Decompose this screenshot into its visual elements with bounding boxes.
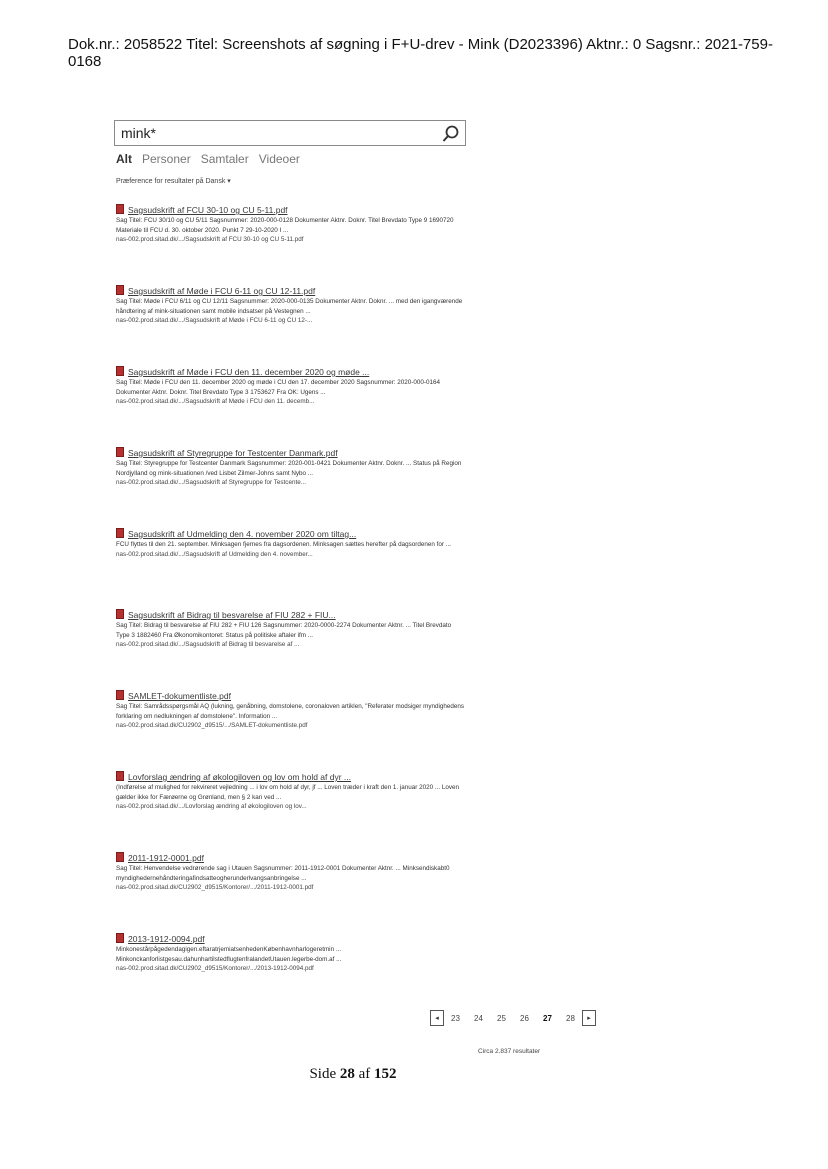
tab-personer[interactable]: Personer	[142, 152, 191, 166]
search-results	[116, 204, 466, 1014]
pdf-icon	[116, 690, 124, 700]
result-title-text[interactable]: SAMLET-dokumentliste.pdf	[128, 691, 231, 701]
search-result	[116, 690, 466, 771]
search-result	[116, 528, 466, 609]
result-url: nas-002.prod.sitad.dk/.../Sagsudskrift af Møde i FCU 6-11 og CU 12-...	[116, 317, 313, 324]
result-snippet: Sag Titel: Møde i FCU den 11. december 2020 og møde i CU den 17. december 2020 Sagsnummer: 2020-000-0164 Dokumenter Aktnr. Doknr. Titel Brevdato Type 3 1753627 Fra OK: Ugens ...	[116, 379, 441, 396]
prev-page-button[interactable]: ◂	[430, 1010, 444, 1026]
result-title-link[interactable]	[116, 366, 466, 378]
page-link-26[interactable]: 26	[520, 1013, 529, 1023]
next-page-button[interactable]: ▸	[582, 1010, 596, 1026]
result-snippet: FCU flyttes til den 21. september. Minksagen fjernes fra dagsordenen. Minksagen sættes herefter på dagsordenen for ...	[116, 541, 451, 548]
result-title-link[interactable]	[116, 609, 466, 621]
result-title-text[interactable]: Lovforslag ændring af økologiloven og lov om hold af dyr ...	[128, 772, 352, 782]
search-icon[interactable]	[441, 124, 461, 144]
result-url: nas-002.prod.sitad.dk/.../Lovforslag ændring af økologiloven og lov...	[116, 803, 307, 810]
footer-prefix: Side	[309, 1066, 340, 1082]
search-result	[116, 366, 466, 447]
result-url: nas-002.prod.sitad.dk/.../Sagsudskrift af FCU 30-10 og CU 5-11.pdf	[116, 236, 304, 243]
result-title-link[interactable]	[116, 447, 466, 459]
result-title-text[interactable]: 2013-1912-0094.pdf	[128, 934, 205, 944]
result-title-text[interactable]: 2011-1912-0001.pdf	[128, 853, 204, 863]
result-title-link[interactable]	[116, 933, 466, 945]
page-link-24[interactable]: 24	[474, 1013, 483, 1023]
result-snippet: Sag Titel: Møde i FCU 6/11 og CU 12/11 Sagsnummer: 2020-000-0135 Dokumenter Aktnr. Doknr. ... med den igangværende håndtering af mink-situationen samt mobile indsatser på Vestegnen ...	[116, 298, 463, 315]
tab-alt[interactable]: Alt	[116, 152, 132, 166]
result-title-link[interactable]	[116, 690, 466, 702]
result-snippet: Sag Titel: Styregruppe for Testcenter Danmark Sagsnummer: 2020-001-0421 Dokumenter Aktnr. Doknr. ... Status på Region Nordjylland og mink-situationen /ved Lisbet Zilmer-Johns samt Nybo ...	[116, 460, 462, 477]
result-url: nas-002.prod.sitad.dk/.../Sagsudskrift af Udmelding den 4. november...	[116, 550, 313, 558]
result-count: Circa 2.837 resultater	[478, 1048, 541, 1055]
page-footer	[0, 1066, 706, 1083]
result-url: nas-002.prod.sitad.dk/.../Sagsudskrift af Møde i FCU den 11. decemb...	[116, 398, 315, 405]
search-result	[116, 933, 466, 1014]
tab-samtaler[interactable]: Samtaler	[200, 152, 249, 166]
result-snippet: Sag Titel: Henvendelse vedrørende sag i Utauen Sagsnummer: 2011-1912-0001 Dokumenter Aktnr. ... Minksendiskabt0 myndighedernehåndteringafindsatteogherunderlvangsanbringelse ...	[116, 865, 450, 882]
page-link-23[interactable]: 23	[451, 1013, 460, 1023]
search-tabs	[116, 152, 300, 166]
search-result	[116, 447, 466, 528]
pdf-icon	[116, 609, 124, 619]
pdf-icon	[116, 204, 124, 214]
result-snippet: (Indførelse af mulighed for rekvireret vejledning ... i lov om hold af dyr, jf ... Loven træder i kraft den 1. januar 2020 ... Loven gælder ikke for Færøerne og Grønland, men § 2 kan ved ...	[116, 784, 460, 801]
pdf-icon	[116, 366, 124, 376]
page-link-current[interactable]: 27	[543, 1013, 552, 1023]
pdf-icon	[116, 933, 124, 943]
result-title-text[interactable]: Sagsudskrift af Møde i FCU den 11. december 2020 og møde ...	[128, 367, 370, 377]
tab-videoer[interactable]: Videoer	[258, 152, 300, 166]
search-result	[116, 285, 466, 366]
result-title-text[interactable]: Sagsudskrift af Møde i FCU 6-11 og CU 12-11.pdf	[128, 286, 316, 296]
search-result	[116, 204, 466, 285]
footer-middle: af	[354, 1066, 375, 1082]
result-url: nas-002.prod.sitad.dk/.../Sagsudskrift af Bidrag til besvarelse af ...	[116, 641, 300, 648]
result-title-text[interactable]: Sagsudskrift af Udmelding den 4. november 2020 om tiltag...	[128, 529, 357, 539]
result-snippet: Minkonestårpågedendagigen.eftaratrjemiatsenhedenKøbenhavnharlogeretmin ... Minkonckanforlistgesau.dahunhartilstedflugtenfralandetUtauen.legerbe-dom.af ...	[116, 946, 342, 963]
page-link-25[interactable]: 25	[497, 1013, 506, 1023]
result-snippet: Sag Titel: Bidrag til besvarelse af FIU 282 + FIU 126 Sagsnummer: 2020-0000-2274 Dokumenter Aktnr. ... Titel Brevdato Type 3 1882460 Fra Økonomikontoret: Status på politiske aftaler ifm ...	[116, 622, 452, 639]
result-url: nas-002.prod.sitad.dk/.../Sagsudskrift af Styregruppe for Testcente...	[116, 479, 306, 486]
result-snippet: Sag Titel: FCU 30/10 og CU 5/11 Sagsnummer: 2020-000-0128 Dokumenter Aktnr. Doknr. Titel Brevdato Type 9 1690720 Materiale til FCU d. 30. oktober 2020. Punkt 7 29-10-2020 I ...	[116, 217, 454, 234]
result-title-link[interactable]	[116, 204, 466, 216]
footer-total: 152	[374, 1066, 397, 1082]
search-result	[116, 852, 466, 933]
result-url: nas-002.prod.sitad.dk/CU2902_d9515/Kontorer/.../2011-1912-0001.pdf	[116, 884, 314, 891]
search-result	[116, 609, 466, 690]
document-header: Dok.nr.: 2058522 Titel: Screenshots af søgning i F+U-drev - Mink (D2023396) Aktnr.: 0 Sagsnr.: 2021-759-0168	[68, 36, 773, 70]
pdf-icon	[116, 285, 124, 295]
result-url: nas-002.prod.sitad.dk/CU2902_d9515/.../SAMLET-dokumentliste.pdf	[116, 722, 308, 729]
result-url: nas-002.prod.sitad.dk/CU2902_d9515/Kontorer/.../2013-1912-0094.pdf	[116, 965, 314, 972]
pdf-icon	[116, 528, 124, 538]
result-title-link[interactable]	[116, 852, 466, 864]
pdf-icon	[116, 447, 124, 457]
result-snippet: Sag Titel: Samrådsspørgsmål AQ (lukning, genåbning, domstolene, coronaloven artiklen, "Referater modsiger myndighedens forklaring om nedlukningen af domstolene". Information ...	[116, 703, 465, 720]
search-box[interactable]	[114, 120, 466, 146]
search-result	[116, 771, 466, 852]
pagination	[430, 1010, 596, 1026]
result-title-link[interactable]	[116, 528, 466, 540]
page-link-28[interactable]: 28	[566, 1013, 575, 1023]
result-title-link[interactable]	[116, 771, 466, 783]
search-input[interactable]	[121, 124, 441, 142]
footer-page: 28	[339, 1066, 355, 1082]
language-preference[interactable]: Præference for resultater på Dansk ▾	[116, 178, 231, 185]
pdf-icon	[116, 771, 124, 781]
pdf-icon	[116, 852, 124, 862]
result-title-text[interactable]: Sagsudskrift af FCU 30-10 og CU 5-11.pdf	[128, 205, 288, 215]
result-title-link[interactable]	[116, 285, 466, 297]
result-title-text[interactable]: Sagsudskrift af Bidrag til besvarelse af FIU 282 + FIU...	[128, 610, 336, 620]
result-title-text[interactable]: Sagsudskrift af Styregruppe for Testcenter Danmark.pdf	[128, 448, 338, 458]
